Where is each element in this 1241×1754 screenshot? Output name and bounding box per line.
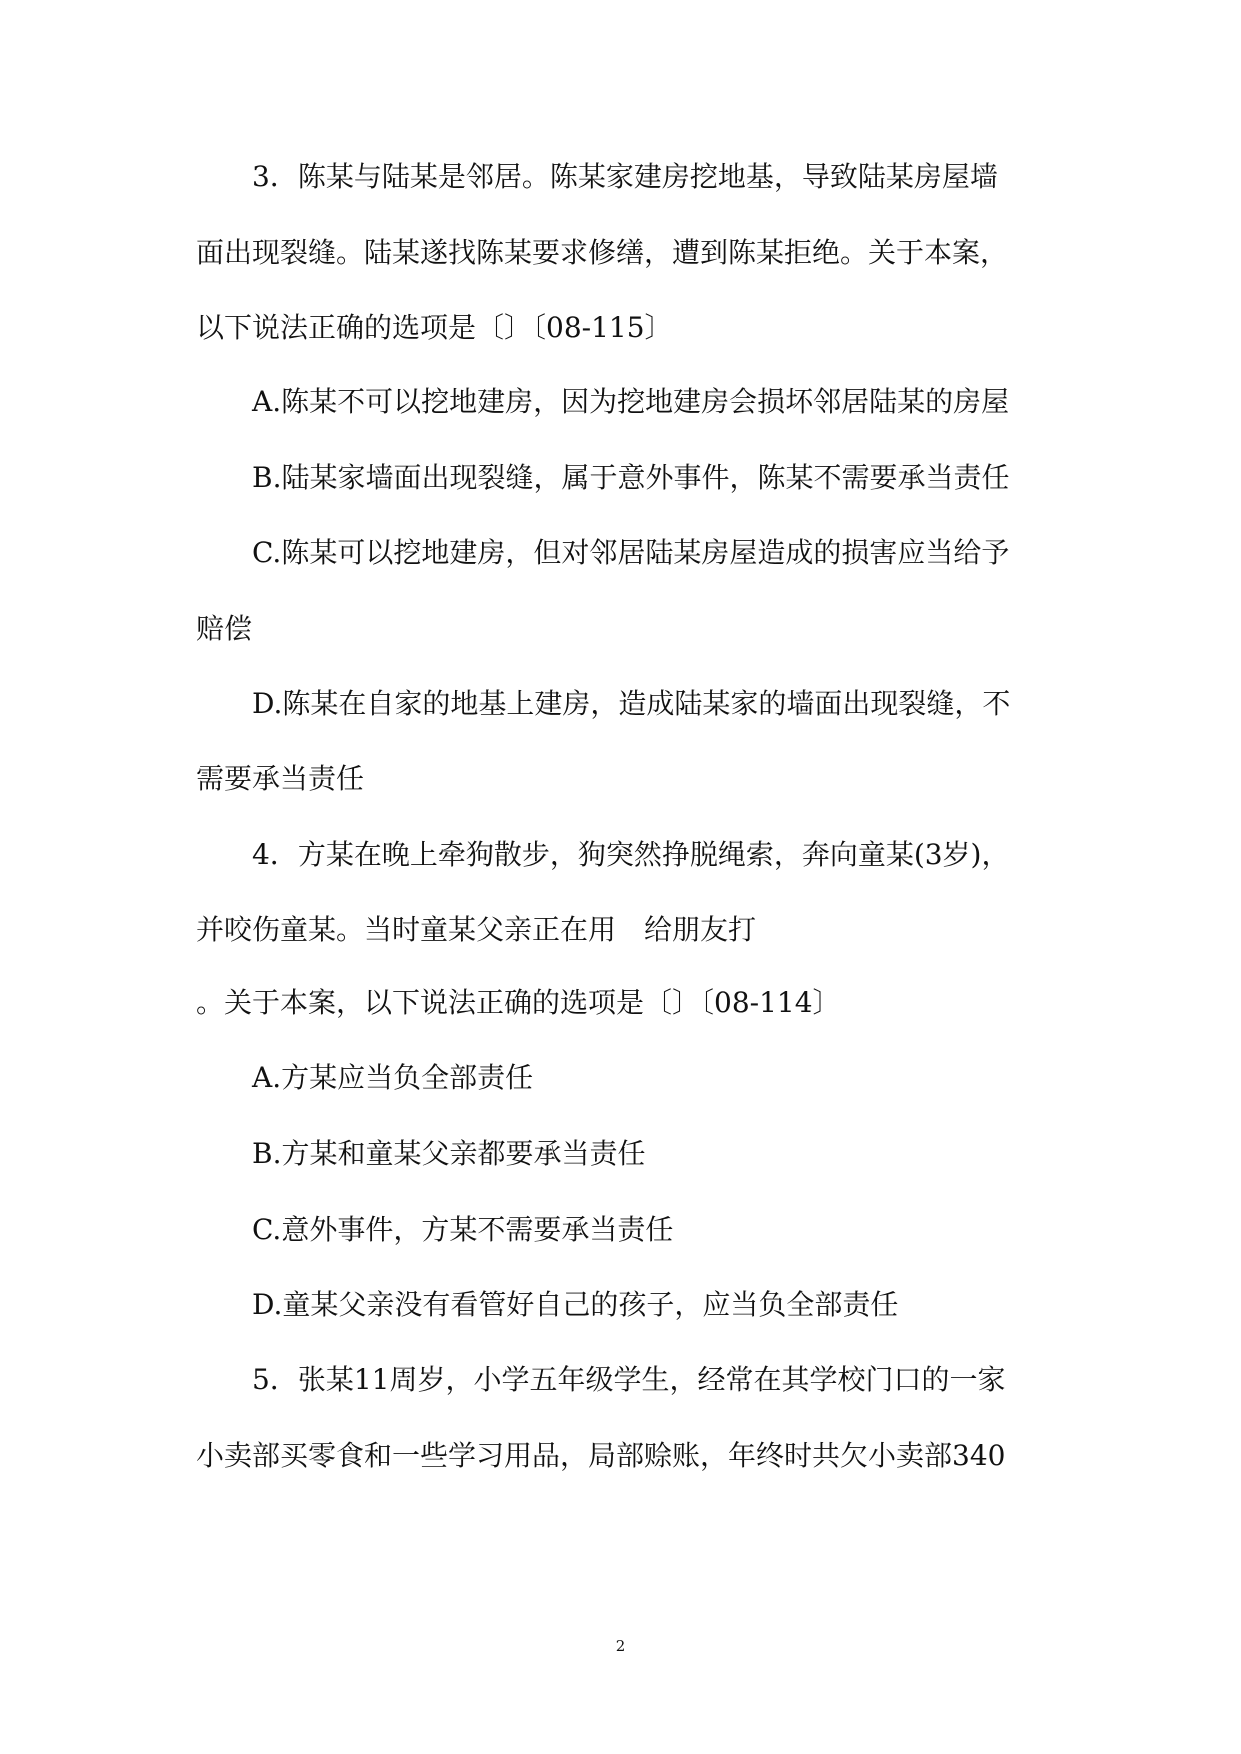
question-3-option-c-continued: 赔偿 <box>196 612 253 645</box>
question-3-line-1: 3．陈某与陆某是邻居。陈某家建房挖地基，导致陆某房屋墙 <box>252 160 998 193</box>
question-4-option-b: B.方某和童某父亲都要承当责任 <box>252 1137 646 1170</box>
question-3-line-2: 面出现裂缝。陆某遂找陈某要求修缮，遭到陈某拒绝。关于本案， <box>196 236 1009 269</box>
question-5-line-2: 小卖部买零食和一些学习用品，局部赊账，年终时共欠小卖部340 <box>196 1439 1006 1472</box>
question-4-option-a: A.方某应当负全部责任 <box>252 1061 534 1094</box>
question-4-option-c: C.意外事件，方某不需要承当责任 <box>252 1213 674 1246</box>
question-3-line-3: 以下说法正确的选项是〔〕〔08-115〕 <box>196 311 673 344</box>
question-4-option-d: D.童某父亲没有看管好自己的孩子，应当负全部责任 <box>252 1288 899 1321</box>
question-3-option-b: B.陆某家墙面出现裂缝，属于意外事件，陈某不需要承当责任 <box>252 461 1010 494</box>
question-3-option-a: A.陈某不可以挖地建房，因为挖地建房会损坏邻居陆某的房屋 <box>252 385 1010 418</box>
page-number: 2 <box>615 1637 626 1655</box>
question-4-line-2: 并咬伤童某。当时童某父亲正在用 给朋友打 <box>196 913 757 946</box>
question-3-option-d: D.陈某在自家的地基上建房，造成陆某家的墙面出现裂缝，不 <box>252 687 1011 720</box>
question-3-option-d-continued: 需要承当责任 <box>196 762 365 795</box>
question-5-line-1: 5．张某11周岁，小学五年级学生，经常在其学校门口的一家 <box>252 1363 1006 1396</box>
question-4-line-1: 4．方某在晚上牵狗散步，狗突然挣脱绳索，奔向童某(3岁)， <box>252 838 1010 871</box>
question-4-line-3: 。关于本案，以下说法正确的选项是〔〕〔08-114〕 <box>196 986 841 1019</box>
question-3-option-c: C.陈某可以挖地建房，但对邻居陆某房屋造成的损害应当给予 <box>252 536 1010 569</box>
